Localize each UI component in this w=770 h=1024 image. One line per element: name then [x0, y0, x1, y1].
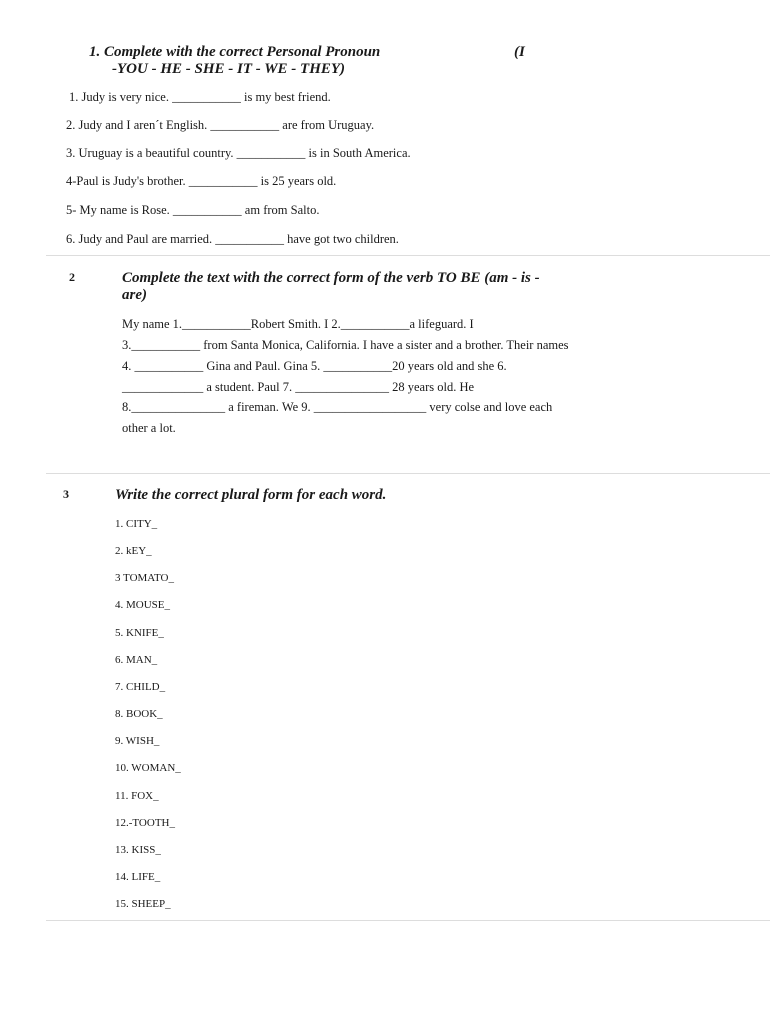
section1-item-1: 1. Judy is very nice. ___________ is my best friend.	[69, 90, 331, 104]
section3-item-2: 2. kEY_	[115, 545, 152, 557]
section3-item-1: 1. CITY_	[115, 518, 158, 530]
section2-heading-line1: Complete the text with the correct form of the verb TO BE (am - is -	[122, 270, 540, 286]
section3-item-6: 6. MAN_	[115, 654, 158, 666]
section2-line-6: other a lot.	[122, 421, 176, 435]
section3-item-12: 12.-TOOTH_	[115, 817, 175, 829]
section1-item-6: 6. Judy and Paul are married. ___________ have got two children.	[66, 232, 399, 246]
section2-line-4: _____________ a student. Paul 7. _______________ 28 years old. He	[122, 380, 475, 394]
section3-item-13: 13. KISS_	[115, 844, 161, 856]
section2-number: 2	[69, 270, 75, 284]
section1-heading-option: (I	[514, 44, 525, 60]
section3-item-3: 3 TOMATO_	[115, 572, 174, 584]
section3-item-7: 7. CHILD_	[115, 681, 166, 693]
section3-item-10: 10. WOMAN_	[115, 762, 181, 774]
section2-line-2: 3.___________ from Santa Monica, California. I have a sister and a brother. Their names	[122, 338, 569, 352]
section1-heading-line2: -YOU - HE - SHE - IT - WE - THEY)	[112, 61, 346, 77]
section2-line-1: My name 1.___________Robert Smith. I 2.___________a lifeguard. I	[122, 317, 474, 331]
section2-heading-line2: are)	[122, 287, 147, 303]
section-divider	[46, 473, 770, 474]
section3-item-14: 14. LIFE_	[115, 871, 161, 883]
section3-number: 3	[63, 487, 69, 501]
section1-item-2: 2. Judy and I aren´t English. ___________ are from Uruguay.	[66, 118, 375, 132]
section3-item-4: 4. MOUSE_	[115, 599, 171, 611]
section2-line-3: 4. ___________ Gina and Paul. Gina 5. ___________20 years old and she 6.	[122, 359, 507, 373]
section3-item-5: 5. KNIFE_	[115, 627, 164, 639]
section3-item-11: 11. FOX_	[115, 790, 159, 802]
section1-item-5: 5- My name is Rose. ___________ am from Salto.	[66, 203, 320, 217]
section3-item-15: 15. SHEEP_	[115, 898, 171, 910]
section1-item-4: 4-Paul is Judy's brother. ___________ is 25 years old.	[66, 174, 337, 188]
section3-item-9: 9. WISH_	[115, 735, 160, 747]
section1-item-3: 3. Uruguay is a beautiful country. ___________ is in South America.	[66, 146, 411, 160]
section3-heading: Write the correct plural form for each word.	[115, 487, 387, 503]
section3-item-8: 8. BOOK_	[115, 708, 163, 720]
section2-line-5: 8._______________ a fireman. We 9. __________________ very colse and love each	[122, 400, 553, 414]
section1-heading-line1: 1. Complete with the correct Personal Pronoun	[89, 44, 381, 60]
section-divider	[46, 920, 770, 921]
section-divider	[46, 255, 770, 256]
